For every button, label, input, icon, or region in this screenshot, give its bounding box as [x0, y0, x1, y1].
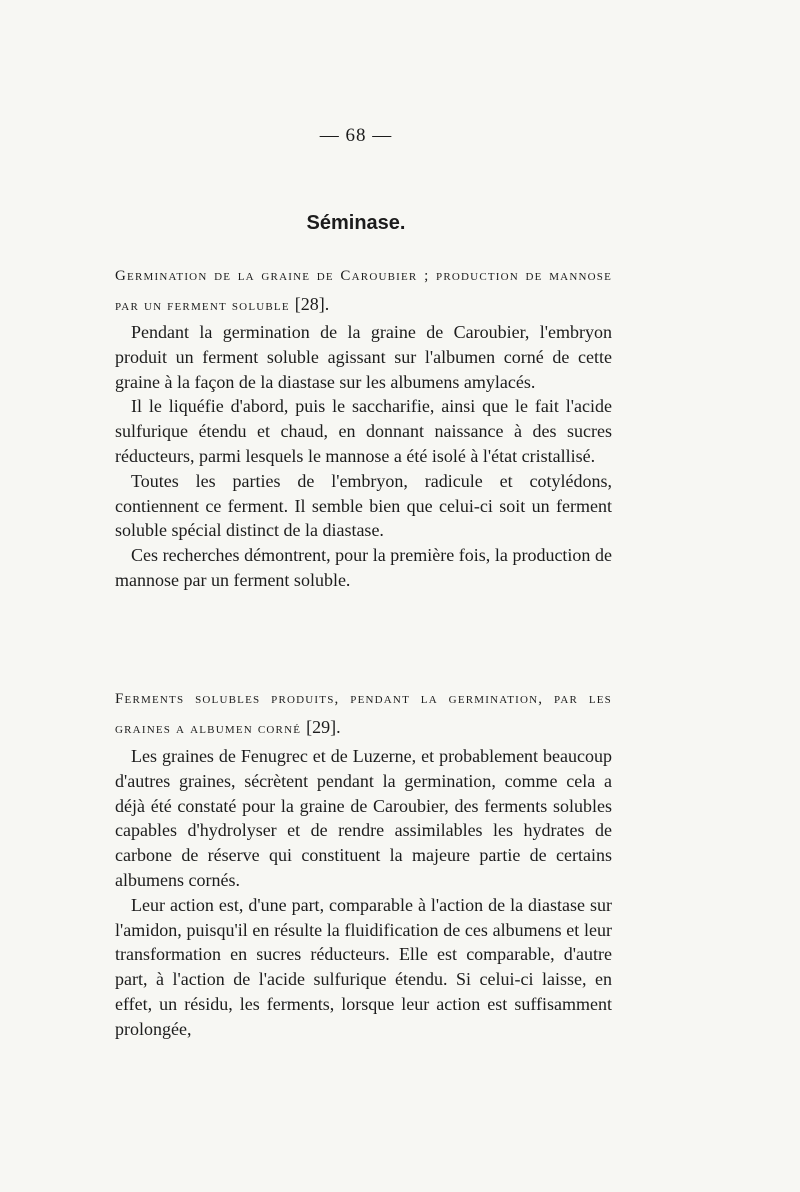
section-body-2	[115, 744, 612, 1042]
paragraph: Leur action est, d'une part, comparable à l'action de la diastase sur l'amidon, puisqu'il en résulte la fluidification de ces albumens et leur transformation en sucres réducteurs. Elle est comparable, d'autre part, à l'action de l'acide sulfurique étendu. Si celui-ci laisse, en effet, un résidu, les ferments, lorsque leur action est suffisamment prolongée,	[115, 894, 612, 1039]
section-heading-1	[115, 262, 612, 320]
paragraph: Les graines de Fenugrec et de Luzerne, et probablement beaucoup d'autres graines, sécrètent pendant la germination, comme cela a déjà été constaté pour la graine de Caroubier, des ferments solubles capables d'hydrolyser et de rendre assimilables les hydrates de carbone de réserve qui constituent la majeure partie de certains albumens cornés.	[115, 746, 612, 890]
section-body-1	[115, 320, 612, 593]
paragraph: Pendant la germination de la graine de Caroubier, l'embryon produit un ferment soluble agissant sur l'albumen corné de cette graine à la façon de la diastase sur les albumens amylacés.	[115, 322, 612, 392]
page-number: — 68 —	[319, 125, 393, 146]
section-heading-1-ref: [28].	[294, 294, 330, 314]
section-heading-2	[115, 685, 612, 743]
section-heading-2-text: Ferments solubles produits, pendant la germination, par les graines a albumen corné	[115, 691, 612, 737]
section-heading-1-text: Germination de la graine de Caroubier ; production de mannose par un ferment soluble	[115, 268, 612, 314]
paragraph: Ces recherches démontrent, pour la première fois, la production de mannose par un ferment soluble.	[115, 545, 612, 590]
page-title: Séminase.	[306, 212, 406, 234]
paragraph: Toutes les parties de l'embryon, radicule et cotylédons, contiennent ce ferment. Il semble bien que celui-ci soit un ferment soluble spécial distinct de la diastase.	[115, 470, 612, 541]
paragraph: Il le liquéfie d'abord, puis le saccharifie, ainsi que le fait l'acide sulfurique étendu et chaud, en donnant naissance à des sucres réducteurs, parmi lesquels le mannose a été isolé à l'état cristallisé.	[115, 396, 612, 466]
section-heading-2-ref: [29].	[306, 717, 341, 737]
